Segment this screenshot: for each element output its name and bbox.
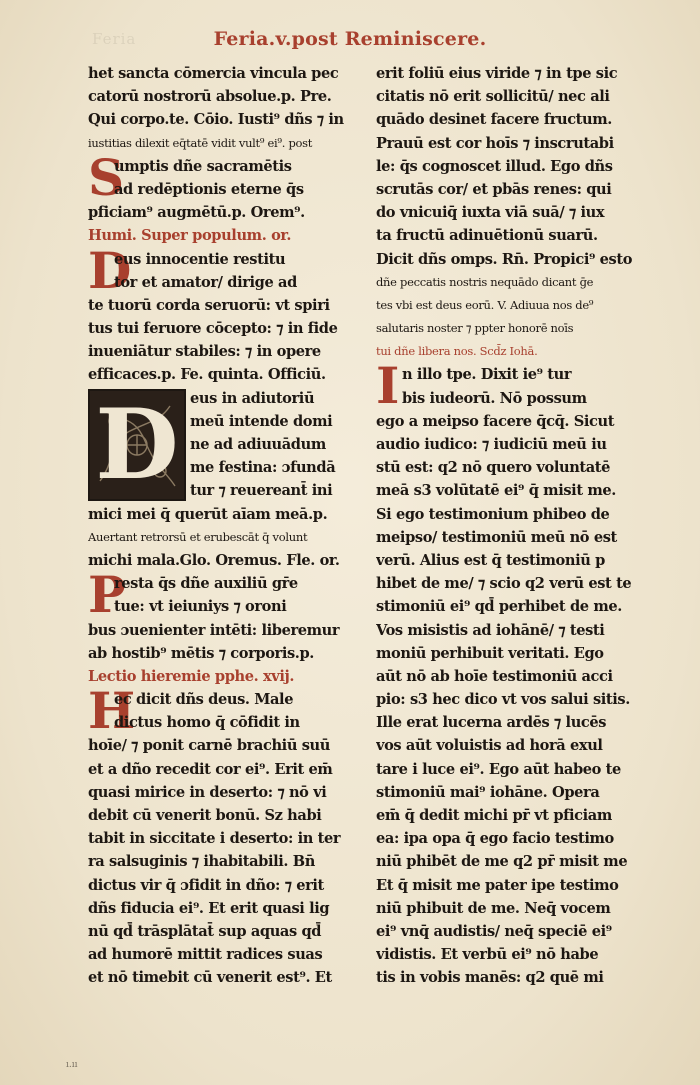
text-line: dñs fiducia ei⁹. Et erit quasi lig — [88, 899, 330, 917]
text-line: dñe peccatis nostris nequādo dicant ḡe — [376, 274, 594, 289]
text-line: ad humorē mittit radices suas — [88, 946, 323, 964]
text-line: iustitias dilexit eq̄tatē vidit vult⁹ ei⁹. post — [88, 135, 313, 150]
rubric-line: Lectio hieremie pphe. xvij. — [88, 667, 295, 685]
text-line: ad redēptionis eterne q̄s — [114, 180, 304, 198]
text-line: tor et amator/ dirige ad — [114, 273, 297, 291]
text-line: erit foliū eius viride ⁊ in tpe sic — [376, 65, 618, 82]
text-line: dictus vir q̄ ɔfidit in dño: ⁊ erit — [88, 876, 324, 894]
text-line: tue: vt ieiuniys ⁊ oroni — [114, 598, 287, 616]
text-line: te tuorū corda seruorū: vt spiri — [88, 296, 330, 314]
red-initial-i: I — [376, 356, 400, 416]
text-line: tur ⁊ reuereant̄ ini — [190, 482, 333, 500]
text-line: tare i luce ei⁹. Ego aūt habeo te — [376, 760, 621, 778]
text-line: eus innocentie restitu — [114, 250, 286, 268]
rubric-line: Humi. Super populum. or. — [88, 227, 292, 245]
text-line: hibet de me/ ⁊ scio q2 verū est te — [376, 575, 632, 593]
text-line: n illo tpe. Dixit ie⁹ tur — [402, 366, 572, 384]
text-line: et nō timebit cū venerit est⁹. Et — [88, 969, 332, 987]
text-line: het sancta cōmercia vincula pec — [88, 65, 339, 82]
text-line: pficiam⁹ augmētū.p. Orem⁹. — [88, 204, 305, 222]
text-line: stū est: q2 nō quero voluntatē — [376, 459, 611, 477]
red-initial-d: D — [88, 240, 132, 300]
text-line: ta fructū adinuētionū suarū. — [376, 227, 598, 245]
text-line: stimoniū ei⁹ qd̄ perhibet de me. — [376, 598, 622, 616]
right-text-column — [376, 62, 646, 990]
text-line: michi mala.Glo. Oremus. Fle. or. — [88, 551, 340, 569]
text-line: tes vbi est deus eorū. V. Adiuua nos de⁹ — [376, 297, 594, 312]
text-line: audio iudico: ⁊ iudiciū meū iu — [376, 436, 607, 453]
text-line: quādo desinet facere fructum. — [376, 111, 612, 129]
text-line: ra salsuginis ⁊ ihabitabili. Bn̄ — [88, 853, 315, 871]
signature-mark: ı.ıı — [66, 1060, 78, 1070]
text-line: ei⁹ vnq̄ audistis/ neq̄ speciē ei⁹ — [376, 922, 612, 940]
text-line: le: q̄s cognoscet illud. Ego dñs — [376, 157, 613, 175]
text-line: vidistis. Et verbū ei⁹ nō habe — [376, 946, 599, 964]
left-text-column — [88, 62, 364, 990]
running-title: Feria.v.post Reminiscere. — [213, 28, 487, 50]
text-line: bus ɔuenienter intēti: liberemur — [88, 621, 340, 639]
red-initial-h: H — [88, 681, 136, 741]
text-line: pio: s3 hec dico vt vos salui sitis. — [376, 691, 630, 709]
bleed-through-text: Feria — [92, 30, 137, 48]
text-line: Si ego testimonium phibeo de — [376, 505, 610, 523]
text-line: stimoniū mai⁹ iohāne. Opera — [376, 783, 600, 801]
text-line: meā s3 volūtatē ei⁹ q̄ misit me. — [376, 482, 616, 500]
text-line: Ille erat lucerna ardēs ⁊ lucēs — [376, 714, 607, 732]
woodcut-initial-d — [88, 389, 186, 501]
rubric-line: tui dñe libera nos. Scd̄z Iohā. — [376, 344, 538, 359]
text-line: meipso/ testimoniū meū nō est — [376, 528, 617, 546]
text-line: debit cū venerit bonū. Sz habi — [88, 807, 322, 824]
text-line: tus tui feruore cōcepto: ⁊ in fide — [88, 320, 338, 338]
text-line: quasi mirice in deserto: ⁊ nō vi — [88, 783, 327, 801]
text-line: aūt nō ab hoīe testimoniū acci — [376, 667, 613, 685]
text-line: catorū nostrorū absolue.p. Pre. — [88, 88, 332, 106]
text-line: eus in adiutoriū — [190, 389, 315, 407]
text-line: ea: ipa opa q̄ ego facio testimo — [376, 830, 614, 848]
text-line: tis in vobis manēs: q2 quē mi — [376, 969, 604, 987]
text-line: Qui corpo.te. Cōio. Iusti⁹ dñs ⁊ in — [88, 111, 344, 129]
text-line: Dicit dñs omps. Rn̄. Propici⁹ esto — [376, 250, 633, 268]
text-line: vos aūt voluistis ad horā exul — [376, 737, 603, 755]
text-line: ne ad adiuuādum — [190, 436, 326, 453]
text-line: niū phibuit de me. Neq̄ vocem — [376, 899, 611, 917]
text-line: bis iudeorū. Nō possum — [402, 389, 587, 407]
text-line: verū. Alius est q̄ testimoniū p — [376, 551, 605, 569]
text-line: Auertant retrorsū et erubescāt q̄ volunt — [88, 529, 308, 544]
text-line: do vnicuiq̄ iuxta viā suā/ ⁊ iux — [376, 204, 605, 222]
text-line: ego a meipso facere q̄cq̄. Sicut — [376, 412, 615, 430]
text-line: citatis nō erit sollicitū/ nec ali — [376, 88, 610, 106]
red-initial-s: S — [88, 147, 125, 207]
text-line: Prauū est cor hoīs ⁊ inscrutabi — [376, 134, 614, 152]
text-line: efficaces.p. Fe. quinta. Officiū. — [88, 366, 326, 384]
text-line: nū qd̄ trāsplātat̄ sup aquas qd̄ — [88, 922, 322, 940]
text-line: niū phibēt de me q2 pr̄ misit me — [376, 853, 628, 871]
text-line: me festina: ɔfundā — [190, 459, 336, 477]
text-line: ec dicit dñs deus. Male — [114, 691, 294, 709]
text-line: tabit in siccitate i deserto: in ter — [88, 830, 341, 848]
text-line: inueniātur stabiles: ⁊ in opere — [88, 343, 321, 361]
red-initial-p: P — [88, 565, 126, 625]
text-line: moniū perhibuit veritati. Ego — [376, 644, 604, 662]
text-line: dictus homo q̄ cōfidit in — [114, 714, 300, 732]
text-line: scrutās cor/ et pbās renes: qui — [376, 180, 612, 198]
text-line: mici mei q̄ querūt aīam meā.p. — [88, 505, 328, 523]
text-line: hoīe/ ⁊ ponit carnē brachiū suū — [88, 737, 330, 755]
text-line: em̄ q̄ dedit michi pr̄ vt pficiam — [376, 807, 612, 824]
text-line: Vos misistis ad iohānē/ ⁊ testi — [376, 621, 605, 639]
text-line: salutaris noster ⁊ ppter honorē noīs — [376, 321, 574, 336]
text-line: et a dño recedit cor ei⁹. Erit em̄ — [88, 760, 333, 778]
text-line: meū intende domi — [190, 412, 333, 430]
text-line: resta q̄s dñe auxiliū gr̄e — [114, 575, 298, 593]
text-line: ab hostib⁹ mētis ⁊ corporis.p. — [88, 644, 314, 662]
text-line: Et q̄ misit me pater ipe testimo — [376, 876, 619, 894]
text-line: umptis dñe sacramētis — [114, 157, 292, 175]
woodcut-letter: D — [95, 388, 179, 501]
